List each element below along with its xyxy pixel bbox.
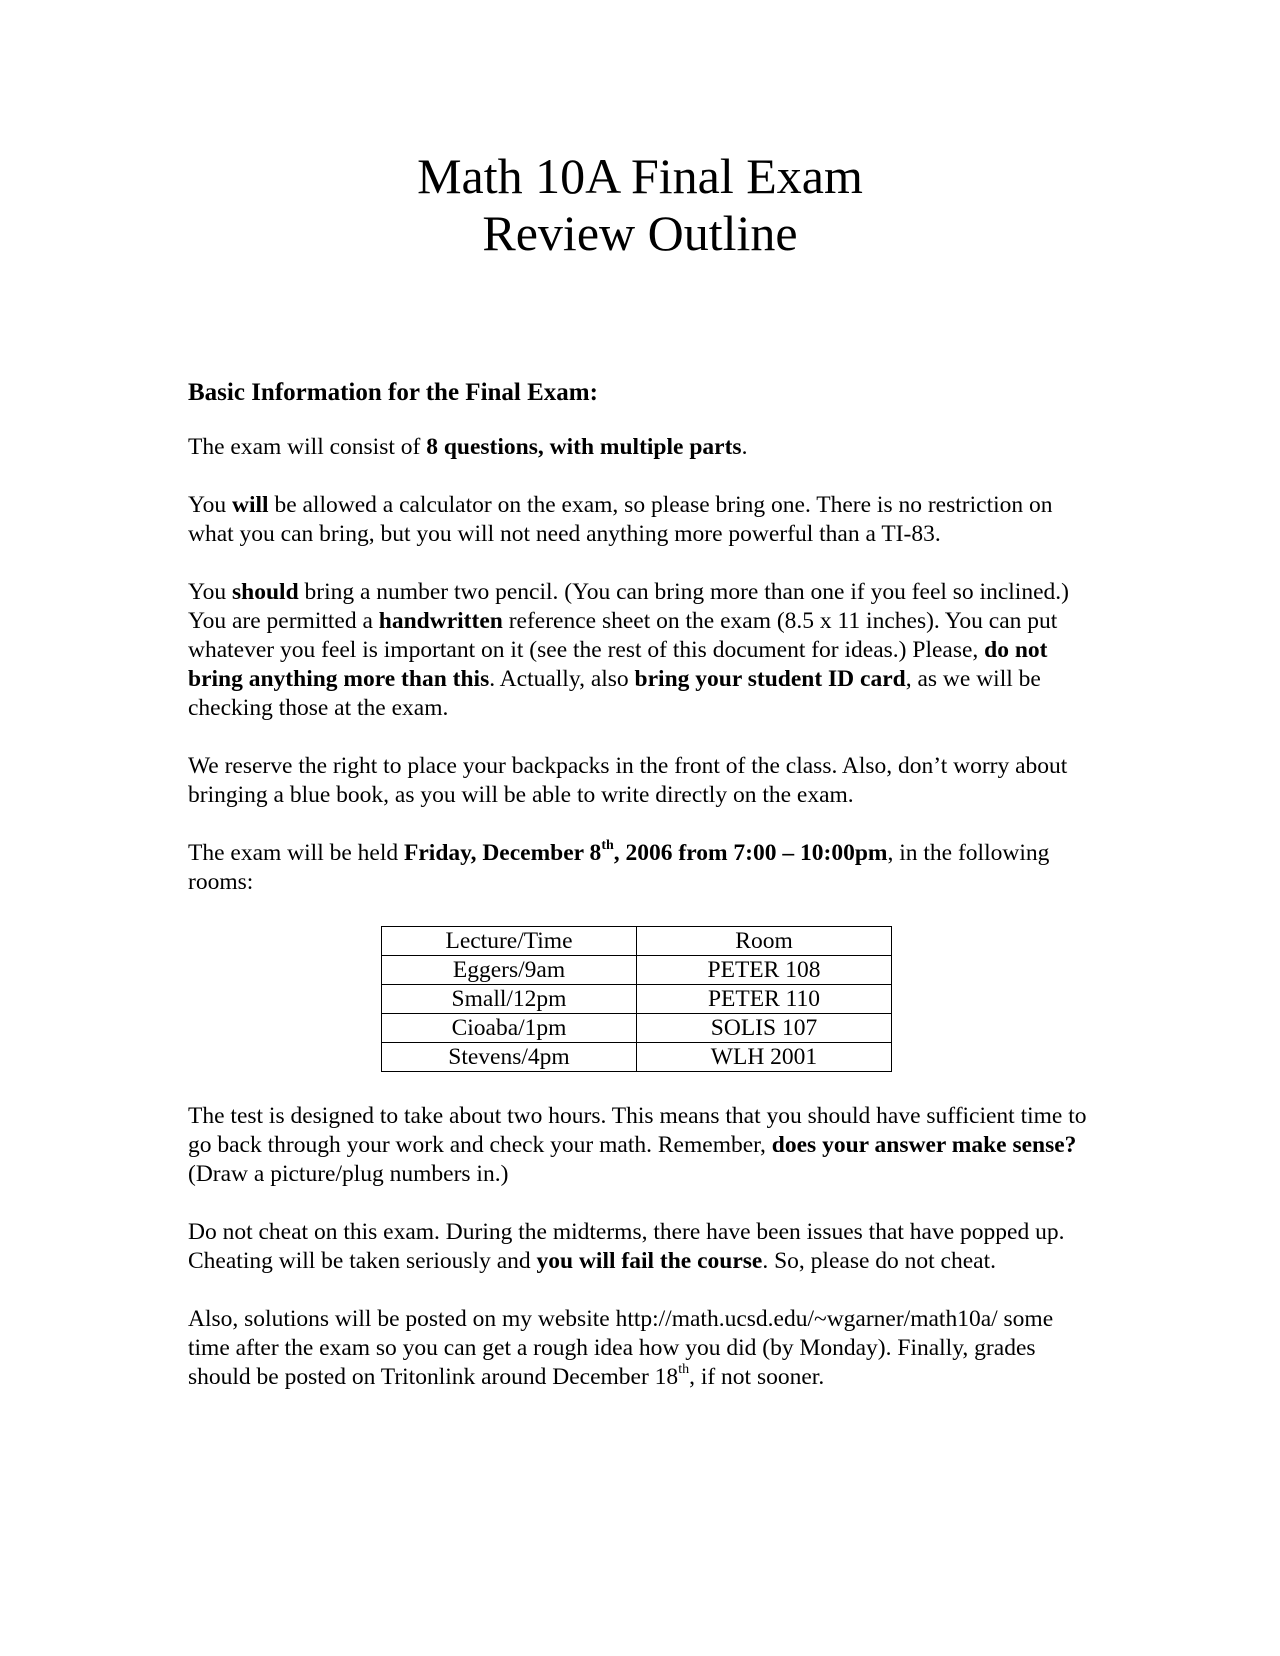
text: , 2006 from 7:00 – 10:00pm	[613, 840, 888, 866]
emphasis-do-not-bring: do not bring anything more than this	[188, 637, 1048, 692]
emphasis-student-id: bring your student ID card	[634, 666, 906, 692]
table-row	[382, 985, 892, 1014]
rooms-table	[381, 926, 892, 1072]
table-cell: SOLIS 107	[637, 1014, 892, 1043]
text: Also, solutions will be posted on my website	[188, 1306, 616, 1332]
emphasis-handwritten: handwritten	[378, 608, 503, 634]
paragraph-solutions	[188, 1305, 1094, 1392]
text: some time after the exam so you can get a rough idea how you did (by Monday). Finally, grades should be posted on Tritonlink around December 18	[188, 1306, 1054, 1390]
text: reference sheet on the exam (8.5 x 11 inches). You can put whatever you feel is important on it (see the rest of this document for ideas.) Please,	[188, 608, 1058, 663]
text: , in the following rooms:	[188, 840, 1050, 895]
paragraph-duration	[188, 1102, 1094, 1189]
table-cell: Cioaba/1pm	[382, 1014, 637, 1043]
page-title	[0, 148, 1280, 262]
title-line-1: Math 10A Final Exam	[417, 148, 863, 204]
emphasis-answer-sense: does your answer make sense?	[771, 1132, 1077, 1158]
text: The test is designed to take about two hours. This means that you should have sufficient time to go back through your work and check your math. Remember,	[188, 1103, 1087, 1158]
section-heading: Basic Information for the Final Exam:	[188, 379, 598, 406]
table-row	[382, 1014, 892, 1043]
text: .	[741, 434, 748, 460]
text: be allowed a calculator on the exam, so please bring one. There is no restriction on what you can bring, but you will not need anything more powerful than a TI-83.	[188, 492, 1053, 547]
superscript: th	[601, 838, 614, 854]
text: Do not cheat on this exam. During the midterms, there have been issues that have popped up. Cheating will be taken seriously and	[188, 1219, 1065, 1274]
title-line-2: Review Outline	[482, 205, 798, 261]
emphasis-exam-date	[404, 840, 887, 866]
table-header-cell: Room	[637, 927, 892, 956]
paragraph-exam-format	[188, 433, 1094, 462]
table-cell: Eggers/9am	[382, 956, 637, 985]
document-body	[188, 378, 1094, 1421]
table-row	[382, 956, 892, 985]
text: The exam will be held	[188, 840, 404, 866]
table-header-cell: Lecture/Time	[382, 927, 637, 956]
text: You	[188, 492, 232, 518]
text: You	[188, 579, 232, 605]
table-cell: PETER 110	[637, 985, 892, 1014]
text: . So, please do not cheat.	[762, 1248, 996, 1274]
table-cell: PETER 108	[637, 956, 892, 985]
text: bring a number two pencil. (You can bring more than one if you feel so inclined.) You are permitted a	[188, 579, 1069, 634]
text: , as we will be checking those at the exam.	[188, 666, 1041, 721]
paragraph-backpacks: We reserve the right to place your backpacks in the front of the class. Also, don’t worry about bringing a blue book, as you will be able to write directly on the exam.	[188, 753, 1068, 808]
paragraph-cheating	[188, 1218, 1094, 1276]
paragraph-calculator	[188, 491, 1094, 549]
table-cell: WLH 2001	[637, 1043, 892, 1072]
table-header-row	[382, 927, 892, 956]
text: (Draw a picture/plug numbers in.)	[188, 1161, 509, 1187]
table-row	[382, 1043, 892, 1072]
paragraph-materials	[188, 578, 1094, 723]
text: The exam will consist of	[188, 434, 427, 460]
rooms-table-container	[188, 926, 1094, 1072]
text: . Actually, also	[489, 666, 635, 692]
paragraph-exam-time	[188, 839, 1094, 897]
emphasis-question-count: 8 questions, with multiple parts	[426, 434, 742, 460]
superscript: th	[678, 1362, 690, 1378]
emphasis-should: should	[232, 579, 299, 605]
table-cell: Small/12pm	[382, 985, 637, 1014]
website-link[interactable]: http://math.ucsd.edu/~wgarner/math10a/	[615, 1306, 998, 1332]
emphasis-will: will	[232, 492, 269, 518]
text: , if not sooner.	[689, 1364, 825, 1390]
text: Friday, December 8	[404, 840, 602, 866]
emphasis-fail-course: you will fail the course	[536, 1248, 763, 1274]
table-cell: Stevens/4pm	[382, 1043, 637, 1072]
